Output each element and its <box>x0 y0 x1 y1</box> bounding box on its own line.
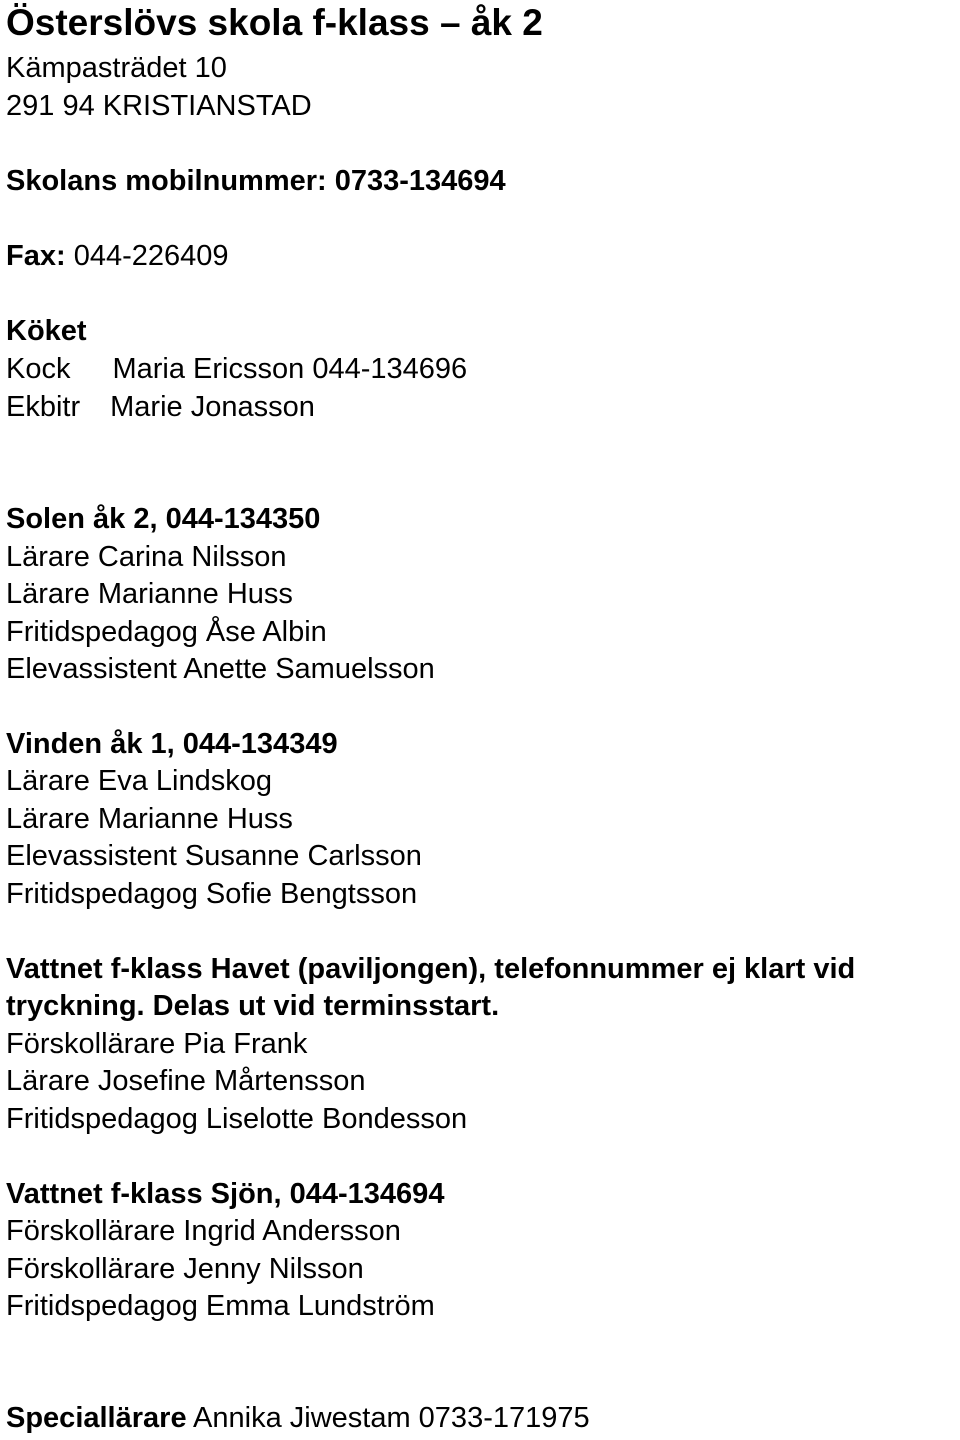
staff-line: Fritidspedagog Sofie Bengtsson <box>6 878 418 910</box>
kitchen-person: Maria Ericsson 044-134696 <box>112 353 468 385</box>
fax-number: 044-226409 <box>65 240 229 272</box>
school-mobile: Skolans mobilnummer: 0733-134694 <box>6 165 506 197</box>
kitchen-row <box>6 390 315 424</box>
staff-line: Lärare Marianne Huss <box>6 803 293 835</box>
address-postal: 291 94 KRISTIANSTAD <box>6 90 312 122</box>
kitchen-person: Marie Jonasson <box>110 391 315 423</box>
fax-label: Fax: <box>6 240 66 272</box>
special-teacher-label: Speciallärare <box>6 1402 187 1434</box>
fax-line <box>6 239 229 273</box>
staff-line: Lärare Eva Lindskog <box>6 765 272 797</box>
page-title: Österslövs skola f-klass – åk 2 <box>6 2 543 43</box>
staff-line: Elevassistent Anette Samuelsson <box>6 653 435 685</box>
staff-line: Lärare Carina Nilsson <box>6 541 287 573</box>
staff-line: Förskollärare Jenny Nilsson <box>6 1253 364 1285</box>
kitchen-row <box>6 352 467 386</box>
staff-line: Fritidspedagog Liselotte Bondesson <box>6 1103 468 1135</box>
staff-line: Förskollärare Ingrid Andersson <box>6 1215 401 1247</box>
group-heading-vinden: Vinden åk 1, 044-134349 <box>6 728 338 760</box>
staff-line: Lärare Marianne Huss <box>6 578 293 610</box>
group-heading-sjon: Vattnet f-klass Sjön, 044-134694 <box>6 1178 445 1210</box>
staff-line: Fritidspedagog Åse Albin <box>6 616 327 648</box>
kitchen-role: Ekbitr <box>6 391 81 423</box>
staff-line: Elevassistent Susanne Carlsson <box>6 840 422 872</box>
staff-line: Lärare Josefine Mårtensson <box>6 1065 366 1097</box>
address-street: Kämpasträdet 10 <box>6 52 227 84</box>
special-teacher-line <box>6 1401 590 1435</box>
group-heading-havet: Vattnet f-klass Havet (paviljongen), telefonnummer ej klart vid <box>6 953 856 985</box>
staff-line: Fritidspedagog Emma Lundström <box>6 1290 435 1322</box>
kitchen-role: Kock <box>6 353 71 385</box>
kitchen-heading: Köket <box>6 315 87 347</box>
group-heading-solen: Solen åk 2, 044-134350 <box>6 503 321 535</box>
staff-line: Förskollärare Pia Frank <box>6 1028 308 1060</box>
special-teacher-value: Annika Jiwestam 0733-171975 <box>186 1402 590 1434</box>
group-heading-havet-note: tryckning. Delas ut vid terminsstart. <box>6 990 500 1022</box>
